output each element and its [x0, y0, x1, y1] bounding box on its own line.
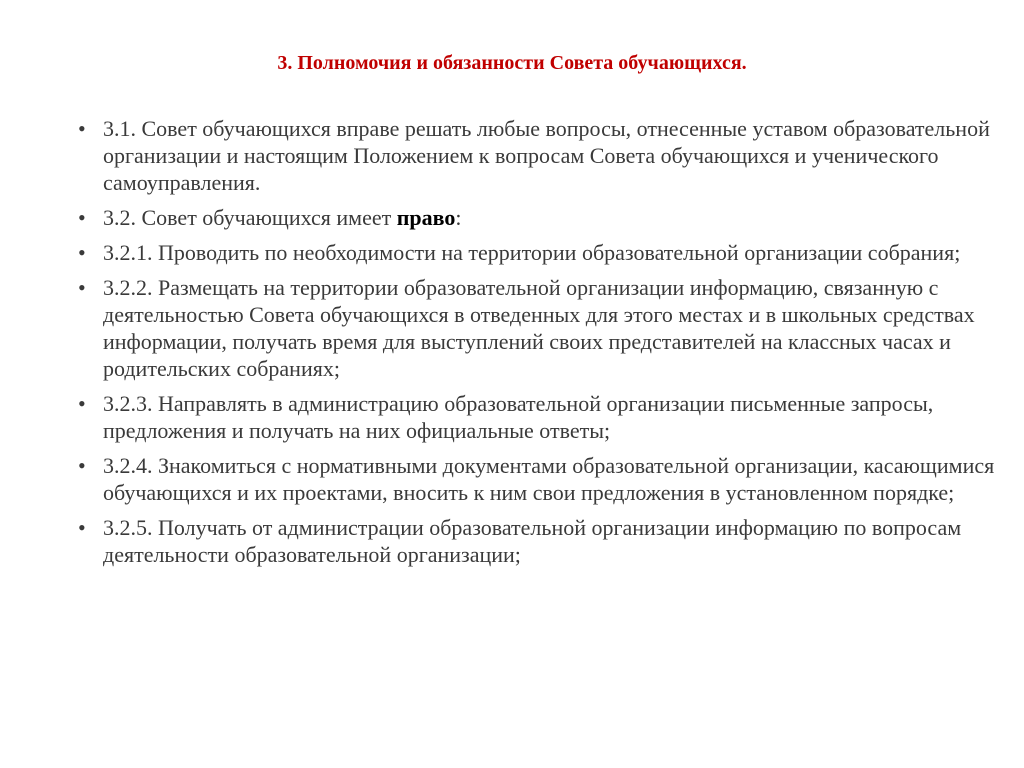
- bullet-icon: •: [78, 515, 86, 540]
- bullet-icon: •: [78, 205, 86, 230]
- slide-title: 3. Полномочия и обязанности Совета обучающихся.: [277, 52, 747, 74]
- bullet-icon: •: [78, 116, 86, 141]
- list-item-text: 3.2. Совет обучающихся имеет: [103, 205, 397, 230]
- list-item-text: 3.2.1. Проводить по необходимости на территории образовательной организации собрания;: [103, 240, 961, 265]
- list-item: [75, 115, 1020, 196]
- bullet-list: [75, 115, 1020, 576]
- list-item-text: 3.2.4. Знакомиться с нормативными документами образовательной организации, касающимися обучающихся и их проектами, вносить к ним свои предложения в установленном порядке;: [103, 453, 995, 505]
- bullet-icon: •: [78, 453, 86, 478]
- list-item: [75, 390, 1020, 444]
- list-item: [75, 274, 1020, 382]
- list-item: [75, 204, 1020, 231]
- list-item-text: 3.2.3. Направлять в администрацию образовательной организации письменные запросы, предложения и получать на них официальные ответы;: [103, 391, 934, 443]
- list-item-text: 3.2.5. Получать от администрации образовательной организации информацию по вопросам деятельности образовательной организации;: [103, 515, 962, 567]
- list-item-strong-text: право: [396, 205, 456, 230]
- list-item-text-suffix: :: [455, 205, 462, 230]
- bullet-icon: •: [78, 240, 86, 265]
- bullet-icon: •: [78, 275, 86, 300]
- list-item: [75, 452, 1020, 506]
- list-item: [75, 514, 1020, 568]
- list-item-text: 3.1. Совет обучающихся вправе решать любые вопросы, отнесенные уставом образовательной организации и настоящим Положением к вопросам Совета обучающихся и ученического самоуправления.: [103, 116, 990, 195]
- list-item: [75, 239, 1020, 266]
- list-item-text: 3.2.2. Размещать на территории образовательной организации информацию, связанную с деятельностью Совета обучающихся в отведенных для этого местах и в школьных средствах информации, получать время для выступлений своих представителей на классных часах и родительских собраниях;: [103, 275, 975, 381]
- bullet-icon: •: [78, 391, 86, 416]
